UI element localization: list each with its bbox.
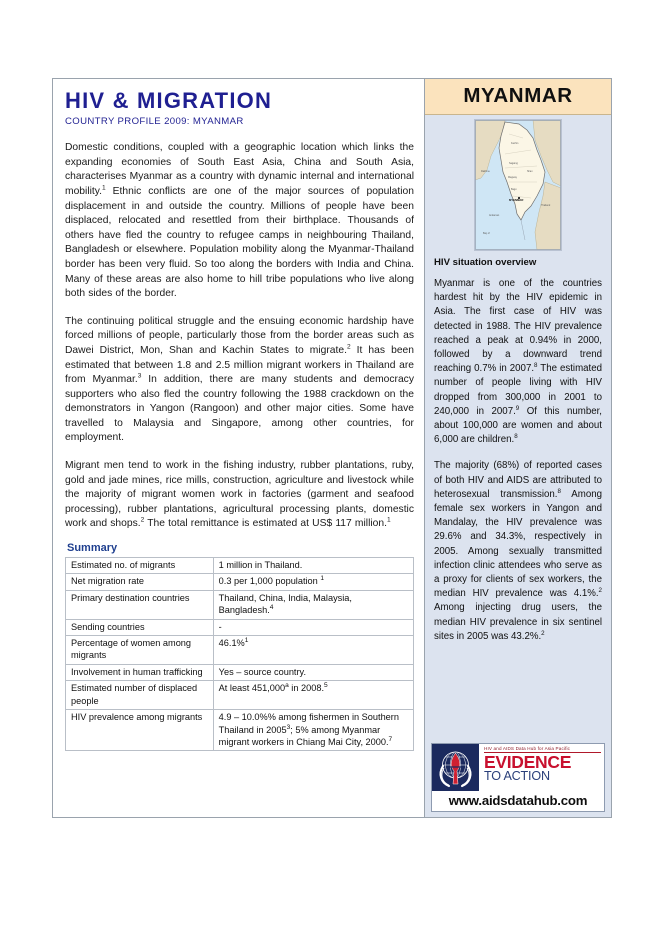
table-cell-key: Involvement in human trafficking [66,664,214,680]
logo-top-row [432,744,604,791]
svg-text:Magway: Magway [508,176,517,179]
website-url-link[interactable]: www.aidsdatahub.com [432,791,604,811]
document-body [52,78,612,818]
un-wreath-ribbon-emblem-icon [432,744,479,791]
myanmar-map [474,119,562,251]
svg-text:Shan: Shan [527,170,533,173]
table-cell-key: Sending countries [66,619,214,635]
table-row [66,574,414,590]
summary-heading: Summary [67,542,118,555]
table-cell-value: 46.1%$^1$ [213,636,413,665]
logo-tagline: HIV and AIDS Data Hub for Asia Pacific [484,746,601,753]
table-row [66,558,414,574]
hiv-overview-heading: HIV situation overview [434,257,537,268]
summary-table-body [66,558,414,751]
hiv-overview-paragraph-2: The majority (68%) of reported cases of both HIV and AIDS are attributed to heterosexual transmission.$^8$ Among female sex workers in Yangon and Mandalay, the HIV prevalence was 29.6% and 34.3%, respectively in 2005. Among sexually transmitted infection clinic attendees who serve as a proxy for clients of sex workers, the median HIV prevalence was 4.1%.$^2$ Among injecting drug users, the median HIV prevalence in six sentinel sites in 2005 was 43.2%.$^2$ [434,460,602,642]
svg-text:Bay of: Bay of [483,232,490,235]
summary-table [65,557,414,751]
table-row [66,710,414,751]
table-row [66,590,414,619]
table-cell-key: Net migration rate [66,574,214,590]
table-cell-key: Estimated no. of migrants [66,558,214,574]
table-cell-key: Estimated number of displaced people [66,681,214,710]
table-cell-value: 0.3 per 1,000 population $^1$ [213,574,413,590]
myanmar-map-graphic [475,120,561,250]
svg-text:Bago: Bago [511,188,517,191]
svg-text:Andaman: Andaman [489,214,500,217]
table-cell-value: Thailand, China, India, Malaysia, Bangladesh.$^4$ [213,590,413,619]
table-cell-value: 4.9 – 10.0%% among fishermen in Southern Thailand in 2005$^3$; 5% among Myanmar migrant workers in Chiang Mai City, 2000.$^7$ [213,710,413,751]
svg-text:Sagaing: Sagaing [509,162,518,165]
table-row [66,636,414,665]
table-row [66,681,414,710]
table-row [66,664,414,680]
table-row [66,619,414,635]
table-cell-key: Percentage of women among migrants [66,636,214,665]
aidsdatahub-logo-block[interactable] [431,743,605,812]
logo-text-group [479,744,604,791]
hiv-overview-section [425,254,611,743]
table-cell-value: Yes – source country. [213,664,413,680]
paragraph-2: The continuing political struggle and the ensuing economic hardship have forced millions of people, particularly those from the border areas such as Dawei District, Mon, Shan and Kachin States to migrate.$^2$ It has been estimated that between 1.8 and 2.5 million migrant workers in Thailand are from Myanmar.$^3$ In addition, there are many students and democracy supporters who also fled the country following the 1988 crackdown on the demonstrators in Yangon (Rangoon) and other major cities. Some have travelled to Malaysia and Singapore, among other countries, for employment. [65,315,414,444]
svg-text:Thailand: Thailand [541,204,551,207]
paragraph-3: Migrant men tend to work in the fishing industry, rubber plantations, ruby, gold and jade mines, rice mills, construction, agriculture and livestock while the majority of migrant women work in factories (garment and seafood processing), rubber plantations, agricultural processing plants, domestic work and shops.$^2$ The total remittance is estimated at US$ 117 million.$^1$ [65,460,414,530]
table-cell-value: - [213,619,413,635]
main-content-column [52,78,424,818]
hiv-overview-paragraph-1: Myanmar is one of the countries hardest hit by the HIV epidemic in Asia. The first case of HIV was detected in 1988. The HIV prevalence reached a peak at 0.94% in 2000, followed by a downward trend reaching 0.7% in 2007.$^8$ The estimated number of people living with HIV dropped from 300,000 in 2001 to 240,000 in 2007.$^9$ Of this number, about 100,000 are women and about 6,000 are children.$^8$ [434,278,602,446]
table-cell-value: At least 451,000$^a$ in 2008.$^5$ [213,681,413,710]
logo-evidence-word: EVIDENCE [484,752,572,772]
country-banner-label: MYANMAR [463,84,573,107]
sidebar-column [424,78,612,818]
paragraph-1: Domestic conditions, coupled with a geographic location which links the expanding economies of South East Asia, China and South Asia, characterises Myanmar as a country with dynamic internal and international mobility.$^1$ Ethnic conflicts are one of the major sources of population displacement in and outside the country. Millions of people have been displaced, relocated and resettled from their birthplace. Thousands of others have fled the country to refugee camps in neighbouring Thailand, Bangladesh or elsewhere. Population mobility along the Myanmar-Thailand border has been very fluid. So too along the borders with India and China. Many of these areas are also home to hill tribe populations who live along both sides of the border. [65,142,414,300]
country-banner [425,79,611,115]
page-subtitle: COUNTRY PROFILE 2009: MYANMAR [65,116,244,128]
table-cell-value: 1 million in Thailand. [213,558,413,574]
table-cell-key: HIV prevalence among migrants [66,710,214,751]
table-cell-key: Primary destination countries [66,590,214,619]
article-paragraphs [65,141,414,532]
logo-toaction-word: TO ACTION [484,769,550,783]
page-title: HIV & MIGRATION [65,88,273,113]
map-container [425,115,611,254]
svg-text:Kachin: Kachin [511,142,519,145]
svg-text:Rakhine: Rakhine [481,170,490,173]
emblem-graphic [432,744,479,791]
svg-text:MYANMAR: MYANMAR [509,198,524,202]
